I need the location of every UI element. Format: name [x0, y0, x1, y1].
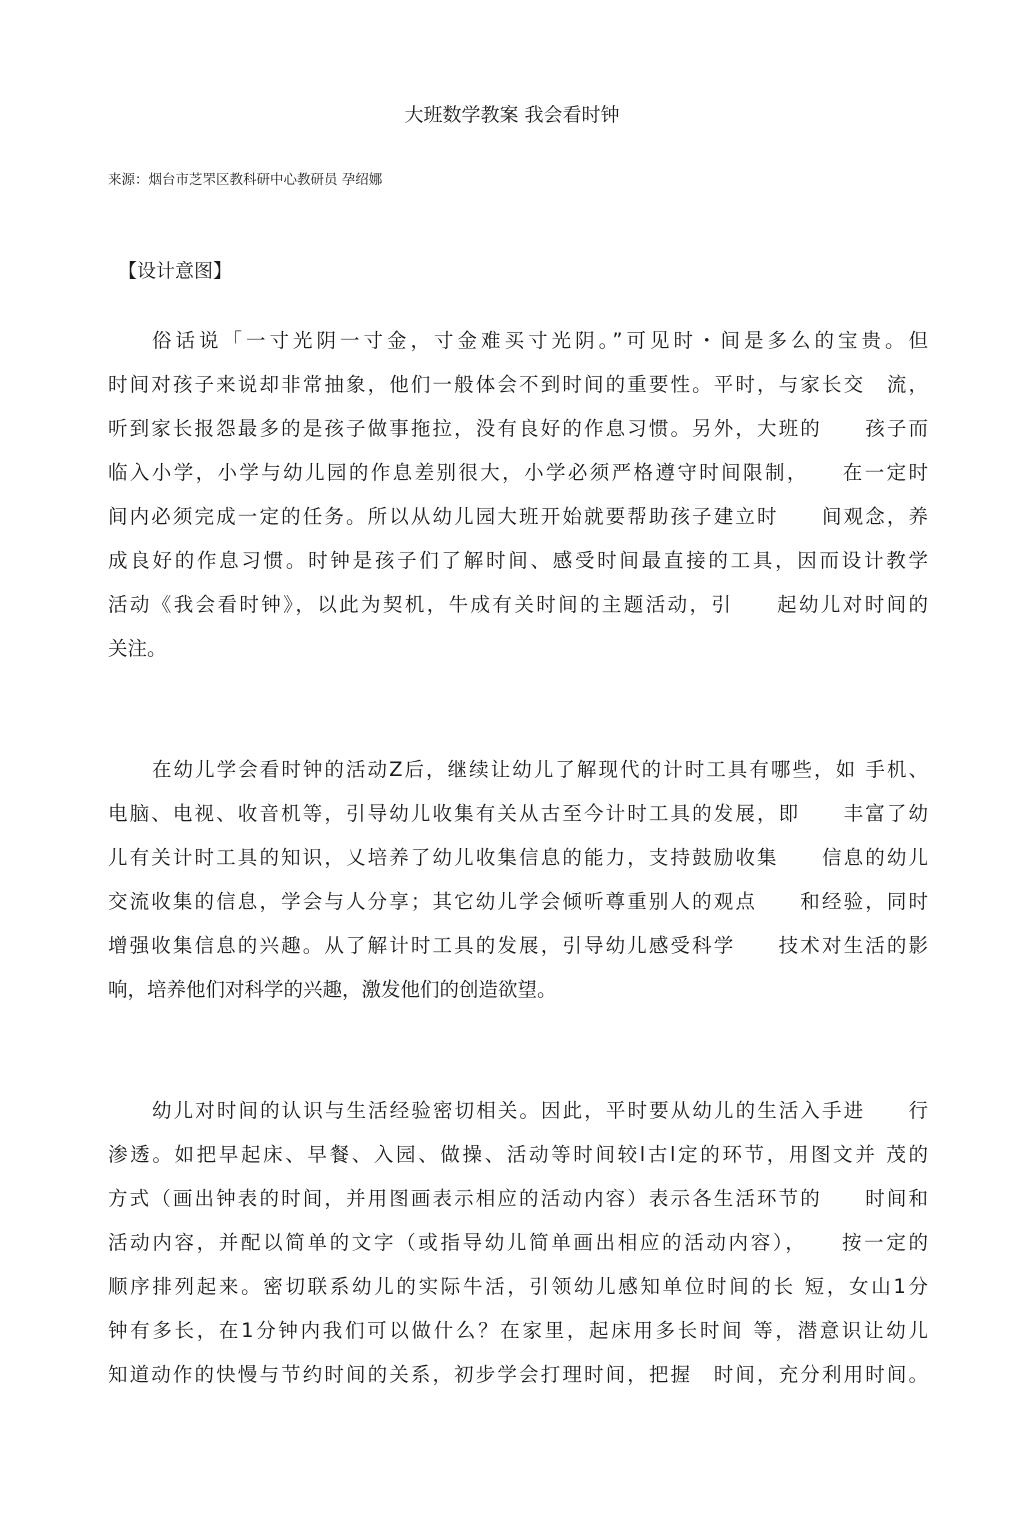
- paragraph-line: 儿有关计时工具的知识，乂培养了幼儿收集信息的能力，支持鼓励收集 信息的幼儿: [108, 846, 928, 869]
- section-heading: 【设计意图】: [118, 260, 233, 282]
- paragraph-line: 电脑、电视、收音机等，引导幼儿收集有关从古至今计时工具的发展，即 丰富了幼: [108, 802, 928, 825]
- paragraph-line: 渗透。如把早起床、早餐、入园、做操、活动等时间较l古l定的环节，用图文并 茂的: [108, 1143, 928, 1166]
- paragraph-3: [108, 1089, 928, 1397]
- paragraph-line: 响，培养他们对科学的兴趣，激发他们的创造欲望。: [108, 978, 557, 1001]
- paragraph-line: 钟有多长，在1分钟内我们可以做什么？在家里，起床用多长时间 等，潜意识让幼儿: [108, 1319, 928, 1342]
- paragraph-1: [108, 319, 928, 671]
- paragraph-line: 交流收集的信息，学会与人分享；其它幼儿学会倾听尊重别人的观点 和经验，同时: [108, 890, 928, 913]
- paragraph-line: 俗话说「一寸光阴一寸金，寸金难买寸光阴。”可见时・间是多么的宝贵。但: [152, 329, 928, 352]
- paragraph-line: 时间对孩子来说却非常抽象，他们一般体会不到时间的重要性。平时，与家长交 流，: [108, 373, 928, 396]
- paragraph-line: 知道动作的快慢与节约时间的关系，初步学会打理时间，把握 时间，充分利用时间。: [108, 1363, 928, 1386]
- paragraph-line: 增强收集信息的兴趣。从了解计时工具的发展，引导幼儿感受科学 技术对生活的影: [108, 934, 928, 957]
- document-title: 大班数学教案 我会看时钟: [404, 104, 620, 126]
- paragraph-line: 活动内容，并配以简单的文字（或指导幼儿简单画出相应的活动内容）， 按一定的: [108, 1231, 928, 1254]
- paragraph-line: 活动《我会看时钟》，以此为契机，牛成有关时间的主题活动，引 起幼儿对时间的: [108, 593, 928, 616]
- paragraph-line: 幼儿对时间的认识与生活经验密切相关。因此，平时要从幼儿的生活入手进 行: [152, 1099, 928, 1122]
- paragraph-line: 成良好的作息习惯。时钟是孩子们了解时间、感受时间最直接的工具，因而设计教学: [108, 549, 928, 572]
- paragraph-2: [108, 748, 928, 1012]
- paragraph-line: 方式（画出钟表的时间，并用图画表示相应的活动内容）表示各生活环节的 时间和: [108, 1187, 928, 1210]
- paragraph-line: 间内必须完成一定的任务。所以从幼儿园大班开始就要帮助孩子建立时 间观念，养: [108, 505, 928, 528]
- paragraph-line: 听到家长报怨最多的是孩子做事拖拉，没有良好的作息习惯。另外，大班的 孩子而: [108, 417, 928, 440]
- paragraph-line: 在幼儿学会看时钟的活动Z后，继续让幼儿了解现代的计时工具有哪些，如 手机、: [152, 758, 928, 781]
- document-source: 来源：烟台市芝罘区教科研中心教研员 孕绍娜: [108, 172, 383, 188]
- paragraph-line: 顺序排列起来。密切联系幼儿的实际牛活，引领幼儿感知单位时间的长 短，女山1分: [108, 1275, 928, 1298]
- paragraph-line: 关注。: [108, 637, 167, 660]
- paragraph-line: 临入小学，小学与幼儿园的作息差别很大，小学必须严格遵守时间限制， 在一定时: [108, 461, 928, 484]
